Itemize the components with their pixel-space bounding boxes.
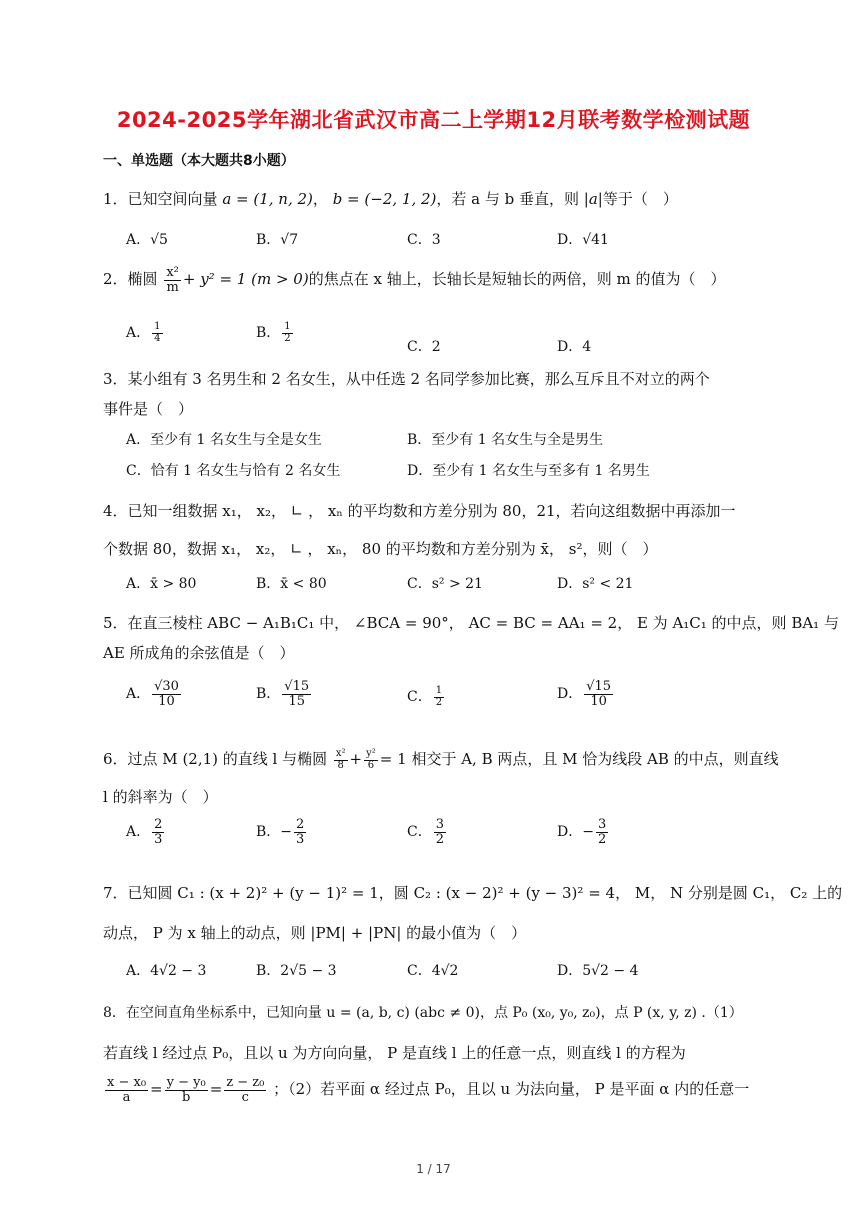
- q5-option-b: B． $\frac{√15}{15}$: [256, 679, 310, 709]
- q3-option-d: D．至少有 1 名女生与至多有 1 名男生: [407, 463, 650, 479]
- q4-option-c: C．s² > 21: [407, 576, 483, 592]
- q6-option-c: C． $\frac{3}{2}$: [407, 817, 444, 847]
- q7-option-b: B．2√5 − 3: [256, 963, 337, 979]
- q1-vector-a: a = (1, n, 2): [222, 190, 313, 208]
- q1-option-c: C．3: [407, 232, 441, 248]
- question-6-line1: 6．过点 M (2,1) 的直线 l 与椭圆 $\frac{\text{x²}}{8}$ + $\frac{\text{y²}}{6}$ = 1 相交于 A, B 两点，且 M 恰为线段 AB 的中点，则直线: [103, 748, 779, 771]
- q1-option-a: A．√5: [126, 232, 168, 248]
- question-2-stem: [103, 266, 725, 294]
- question-4-line1: 4．已知一组数据 x₁， x₂， ∟ ， xₙ 的平均数和方差分别为 80，21，若向这组数据中再添加一: [103, 502, 736, 520]
- q4-option-b: B．x̄ < 80: [256, 576, 327, 592]
- q7-option-c: C．4√2: [407, 963, 459, 979]
- q5-option-a: A． $\frac{√30}{10}$: [126, 679, 179, 709]
- q2-option-c: C．2: [407, 339, 441, 355]
- q3-option-b: B．至少有 1 名女生与全是男生: [407, 432, 604, 448]
- q7-option-d: D．5√2 − 4: [557, 963, 639, 979]
- q2-tail: 的焦点在 x 轴上，长轴长是短轴长的两倍，则 m 的值为（ ）: [308, 270, 726, 289]
- q2-option-b: B． $\frac{1}{2}$: [256, 321, 291, 344]
- q1-vector-b: b = (−2, 1, 2): [332, 190, 437, 208]
- question-4-line2: 个数据 80，数据 x₁， x₂， ∟ ， xₙ， 80 的平均数和方差分别为 x̄， s²，则（ ）: [103, 540, 658, 558]
- q1-stem-text: 1．已知空间向量: [103, 190, 218, 208]
- q2-option-d: D．4: [557, 339, 592, 355]
- question-7-line2: 动点， P 为 x 轴上的动点，则 |PM| + |PN| 的最小值为（ ）: [103, 924, 527, 942]
- page-title: 2024-2025学年湖北省武汉市高二上学期12月联考数学检测试题: [116, 108, 751, 132]
- q1-abs: |a|: [583, 190, 603, 208]
- q4-option-d: D．s² < 21: [557, 576, 634, 592]
- q1-mid-text: ，若 a 与 b 垂直，则: [436, 190, 579, 208]
- q1-option-b: B．√7: [256, 232, 299, 248]
- q6-option-a: A． $\frac{2}{3}$: [126, 817, 163, 847]
- q3-option-a: A．至少有 1 名女生与全是女生: [126, 432, 322, 448]
- question-1-stem: 1．已知空间向量 a = (1, n, 2)， b = (−2, 1, 2)，若 a 与 b 垂直，则 |a|等于（ ）: [103, 190, 678, 208]
- q6-option-b: B．− $\frac{2}{3}$: [256, 817, 305, 847]
- q1-option-d: D．√41: [557, 232, 609, 248]
- q2-ellipse-fraction: $\frac{\text{x²}}{m}$: [166, 265, 179, 295]
- question-6-line2: l 的斜率为（ ）: [103, 788, 218, 806]
- q2-option-a: A． $\frac{1}{4}$: [126, 321, 161, 344]
- question-5-line1: 5．在直三棱柱 ABC − A₁B₁C₁ 中， ∠BCA = 90°， AC = BC = AA₁ = 2， E 为 A₁C₁ 的中点，则 BA₁ 与: [103, 614, 839, 632]
- section-heading: 一、单选题（本大题共8小题）: [103, 153, 295, 169]
- question-8-line1: 8．在空间直角坐标系中，已知向量 u = (a, b, c) (abc ≠ 0)，点 P₀ (x₀, y₀, z₀)，点 P (x, y, z) .（1）: [103, 1005, 743, 1021]
- question-8-line2: 若直线 l 经过点 P₀，且以 u 为方向向量， P 是直线 l 上的任意一点，则直线 l 的方程为: [103, 1044, 686, 1062]
- q5-option-c: C． $\frac{1}{2}$: [407, 685, 443, 708]
- q2-stem-text: 2．椭圆: [103, 270, 158, 289]
- q7-option-a: A．4√2 − 3: [126, 963, 207, 979]
- q5-option-d: D． $\frac{√15}{10}$: [557, 679, 612, 709]
- question-3-line1: 3．某小组有 3 名男生和 2 名女生，从中任选 2 名同学参加比赛，那么互斥且不对立的两个: [103, 370, 710, 388]
- page-number: 1 / 17: [416, 1162, 451, 1176]
- question-3-line2: 事件是（ ）: [103, 400, 194, 418]
- q2-ellipse-rhs: + y² = 1 (m > 0): [182, 270, 309, 289]
- q4-option-a: A．x̄ > 80: [126, 576, 197, 592]
- q6-option-d: D．− $\frac{3}{2}$: [557, 817, 607, 847]
- q3-option-c: C．恰有 1 名女生与恰有 2 名女生: [126, 463, 341, 479]
- q1-tail: 等于（ ）: [602, 190, 678, 208]
- question-7-line1: 7．已知圆 C₁ : (x + 2)² + (y − 1)² = 1，圆 C₂ : (x − 2)² + (y − 3)² = 4， M， N 分别是圆 C₁， C₂ 上的: [103, 884, 843, 902]
- question-5-line2: AE 所成角的余弦值是（ ）: [103, 644, 295, 662]
- question-8-line3: $\frac{\text{x − x₀}}{a}$ = $\frac{\text{y − y₀}}{b}$ = $\frac{\text{z − z₀}}{c}$ ；（2）若平面 α 经过点 P₀，且以 u 为法向量， P 是平面 α 内的任意一: [107, 1075, 750, 1105]
